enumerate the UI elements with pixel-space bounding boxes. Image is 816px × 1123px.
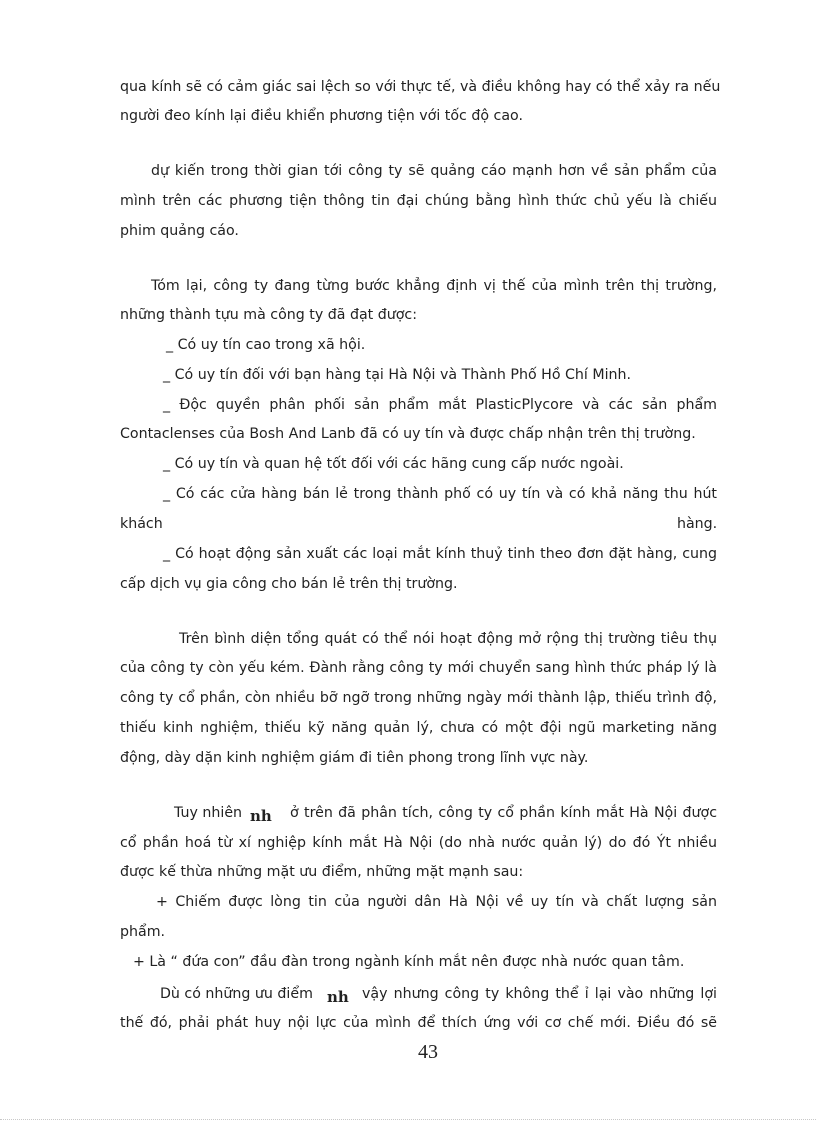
text-line: phim quảng cáo. [120, 223, 239, 239]
text-line: những thành tựu mà công ty đã đạt được: [120, 307, 418, 323]
text-line: thế đó, phải phát huy nội lực của mình để thích ứng với cơ chế mới. Điều đó sẽ [120, 1015, 717, 1031]
text-line: động, dày dặn kinh nghiệm giám đi tiên phong trong lĩnh vực này. [120, 750, 589, 766]
list-item: _ Có uy tín đối với bạn hàng tại Hà Nội và Thành Phố Hồ Chí Minh. [163, 367, 632, 383]
text-line: qua kính sẽ có cảm giác sai lệch so với thực tế, và điều không hay có thể xảy ra nếu [120, 79, 721, 95]
text-line: công ty cổ phần, còn nhiều bỡ ngỡ trong những ngày mới thành lập, thiếu trình độ, [120, 690, 717, 706]
text-line: Dù có những ưu điểm [160, 986, 313, 1002]
list-item: _ Có uy tín và quan hệ tốt đối với các hãng cung cấp nước ngoài. [163, 456, 624, 472]
list-item: _ Có các cửa hàng bán lẻ trong thành phố có uy tín và có khả năng thu hút [163, 486, 717, 502]
text-line: Tuy nhiên [174, 805, 243, 821]
text-line: được kế thừa những mặt ưu điểm, những mặt mạnh sau: [120, 864, 524, 880]
text-line: thiếu kinh nghiệm, thiếu kỹ năng quản lý, chưa có một đội ngũ marketing năng [120, 720, 717, 736]
page-bottom-rule [0, 1119, 816, 1120]
text-line: dự kiến trong thời gian tới công ty sẽ quảng cáo mạnh hơn về sản phẩm của [151, 163, 717, 179]
text-line: người đeo kính lại điều khiển phương tiện với tốc độ cao. [120, 108, 523, 124]
text-line: mình trên các phương tiện thông tin đại chúng bằng hình thức chủ yếu là chiếu [120, 193, 717, 209]
text-line: ở trên đã phân tích, công ty cổ phần kính mắt Hà Nội được [290, 805, 717, 821]
text-line: cổ phần hoá từ xí nghiệp kính mắt Hà Nội (do nhà nước quản lý) do đó Ýt nhiều [120, 835, 717, 851]
list-item: + Là “ đứa con” đầu đàn trong ngành kính mắt nên được nhà nước quan tâm. [133, 954, 685, 970]
text-fragment: nh [327, 988, 349, 1006]
text-line: Contaclenses của Bosh And Lanb đã có uy tín và được chấp nhận trên thị trường. [120, 426, 696, 442]
page-number: 43 [418, 1041, 438, 1063]
text-line: Trên bình diện tổng quát có thể nói hoạt động mở rộng thị trường tiêu thụ [179, 631, 717, 647]
list-item: + Chiếm được lòng tin của người dân Hà Nội về uy tín và chất lượng sản [156, 894, 717, 910]
text-line: cấp dịch vụ gia công cho bán lẻ trên thị trường. [120, 576, 458, 592]
text-line: phẩm. [120, 924, 166, 940]
text-line: vậy nhưng công ty không thể ỉ lại vào những lợi [362, 986, 717, 1002]
text-line: Tóm lại, công ty đang từng bước khẳng định vị thế của mình trên thị trường, [151, 278, 717, 294]
list-item: _ Có hoạt động sản xuất các loại mắt kính thuỷ tinh theo đơn đặt hàng, cung [163, 546, 717, 562]
text-line: của công ty còn yếu kém. Đành rằng công ty mới chuyển sang hình thức pháp lý là [120, 660, 717, 676]
text-line: hàng. [677, 516, 718, 532]
text-line: khách [120, 516, 163, 532]
text-fragment: nh [250, 807, 272, 825]
list-item: _ Có uy tín cao trong xã hội. [166, 337, 366, 353]
list-item: _ Độc quyền phân phối sản phẩm mắt PlasticPlycore và các sản phẩm [163, 397, 717, 413]
